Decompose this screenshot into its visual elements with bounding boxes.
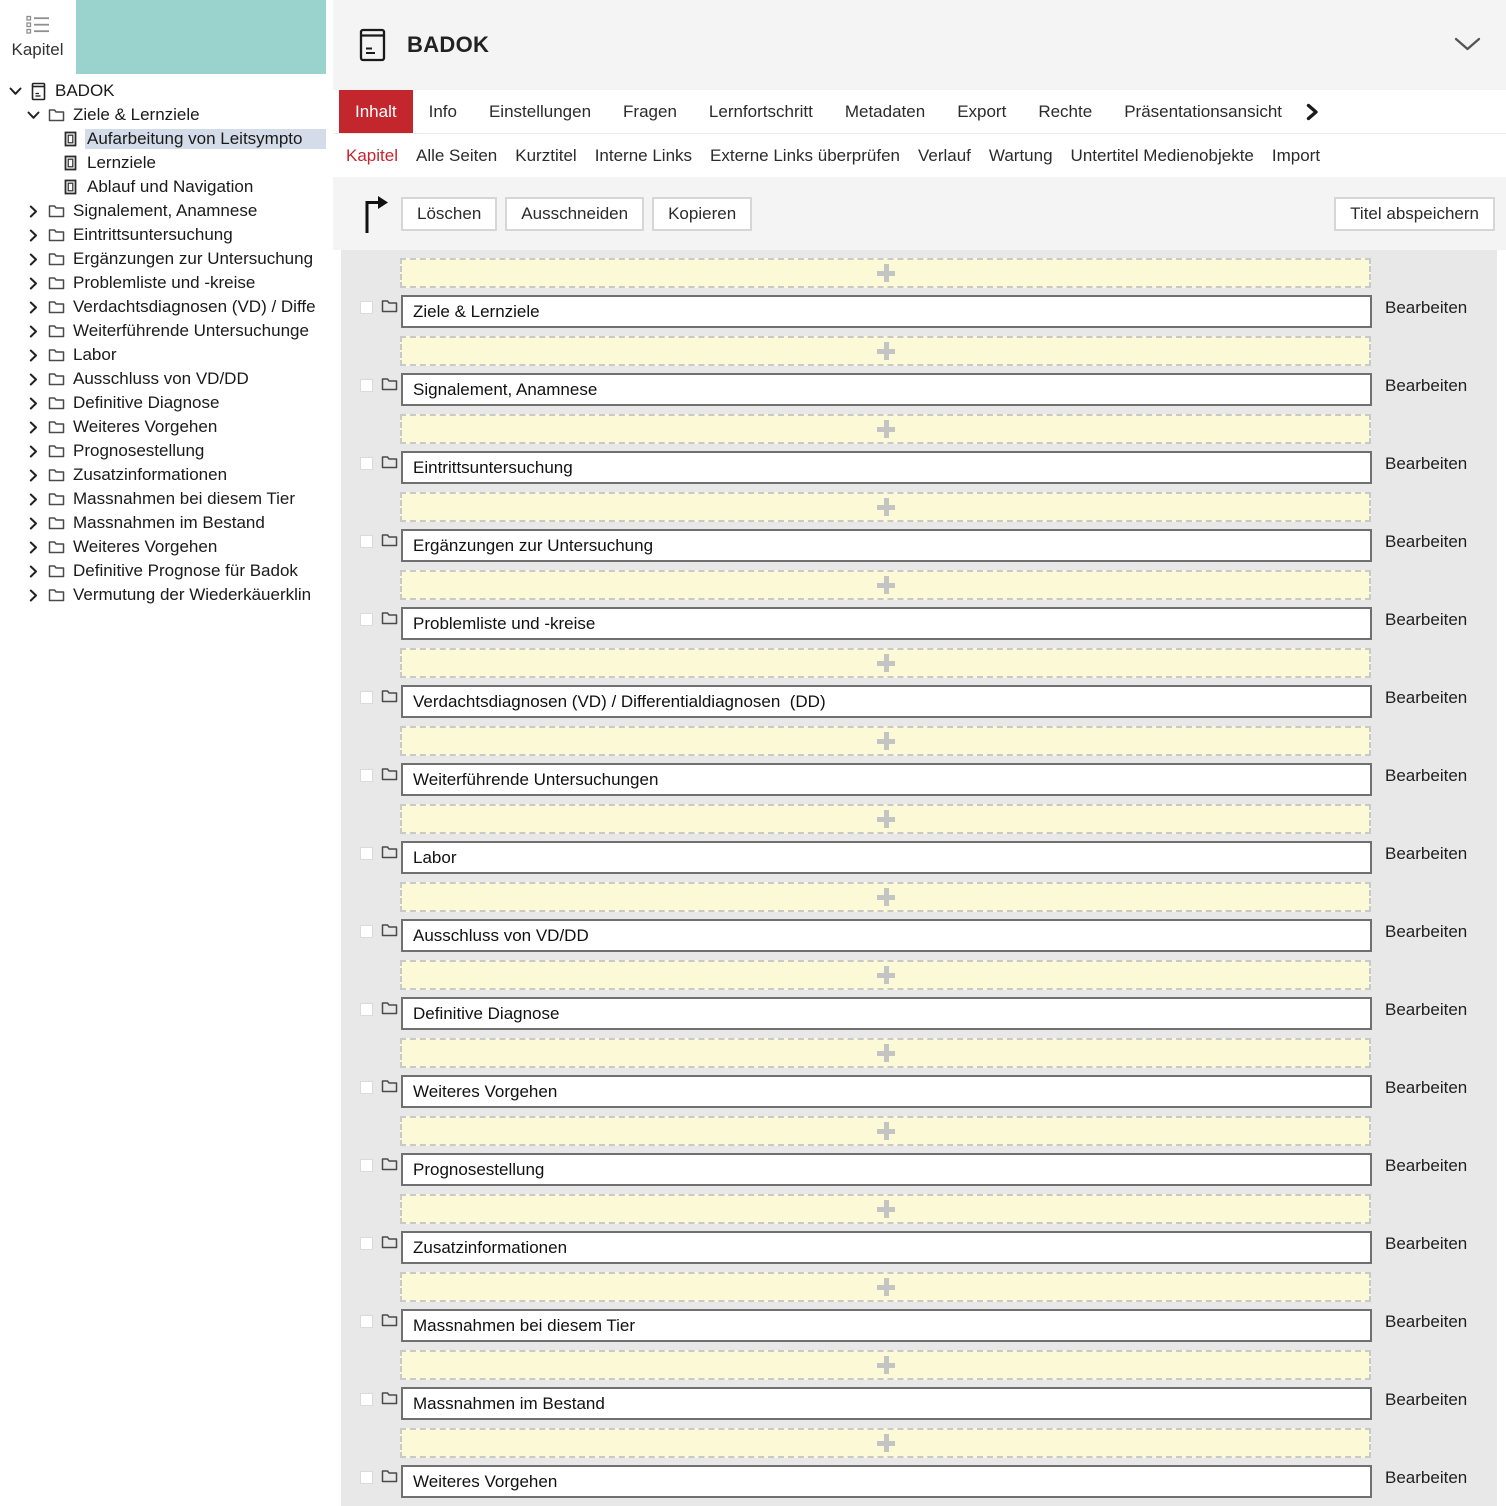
- cut-button[interactable]: Ausschneiden: [505, 197, 644, 231]
- folder-icon: [381, 1235, 398, 1249]
- folder-icon: [48, 420, 65, 434]
- subtab-externe-links-überprüfen[interactable]: Externe Links überprüfen: [710, 145, 900, 165]
- chapter-title-input[interactable]: [401, 841, 1372, 874]
- folder-icon: [48, 492, 65, 506]
- tree-item-label: Vermutung der Wiederkäuerklin: [73, 585, 312, 604]
- tab-metadaten[interactable]: Metadaten: [844, 101, 926, 121]
- tab-info[interactable]: Info: [428, 101, 457, 121]
- book-icon: [30, 82, 47, 101]
- chapter-title-input[interactable]: [401, 1231, 1372, 1264]
- folder-icon: [48, 324, 65, 338]
- chevron-right-icon[interactable]: [26, 349, 40, 362]
- folder-icon: [48, 276, 65, 290]
- chevron-right-icon[interactable]: [26, 325, 40, 338]
- chapter-title-input[interactable]: [401, 997, 1372, 1030]
- tab-fragen[interactable]: Fragen: [623, 101, 677, 121]
- tree-item-lernziele[interactable]: [0, 151, 326, 175]
- tab-präsentationsansicht[interactable]: Präsentationsansicht: [1124, 101, 1283, 121]
- plus-icon: [877, 1278, 895, 1296]
- tree-item-label: Massnahmen bei diesem Tier: [73, 489, 296, 508]
- chapter-title-input[interactable]: [401, 763, 1372, 796]
- page-title: BADOK: [407, 32, 490, 57]
- row-checkbox[interactable]: [360, 379, 373, 392]
- folder-icon: [381, 1001, 398, 1015]
- chevron-right-icon[interactable]: [26, 253, 40, 266]
- insert-chapter-bar[interactable]: [400, 570, 1371, 600]
- chevron-right-icon[interactable]: [26, 445, 40, 458]
- chapter-title-input[interactable]: [401, 373, 1372, 406]
- row-checkbox[interactable]: [360, 1003, 373, 1016]
- plus-icon: [877, 264, 895, 282]
- tree-item-label: BADOK: [55, 81, 115, 100]
- tree-item-labor[interactable]: [0, 343, 326, 367]
- tree-item-label: Verdachtsdiagnosen (VD) / Diffe: [73, 297, 316, 316]
- folder-icon: [381, 455, 398, 469]
- folder-icon: [381, 611, 398, 625]
- insert-chapter-bar[interactable]: [400, 726, 1371, 756]
- edit-link[interactable]: Bearbeiten: [1385, 1390, 1468, 1409]
- sidebar-tab-label: Kapitel: [11, 39, 64, 59]
- edit-link[interactable]: Bearbeiten: [1385, 1156, 1468, 1175]
- tabbar: [333, 90, 1506, 134]
- plus-icon: [877, 1200, 895, 1218]
- insert-chapter-bar[interactable]: [400, 1194, 1371, 1224]
- edit-link[interactable]: Bearbeiten: [1385, 844, 1468, 863]
- chevron-right-icon[interactable]: [26, 301, 40, 314]
- chevron-right-icon[interactable]: [26, 397, 40, 410]
- tab-lernfortschritt[interactable]: Lernfortschritt: [708, 101, 813, 121]
- edit-link[interactable]: Bearbeiten: [1385, 1078, 1468, 1097]
- chevron-down-icon[interactable]: [26, 111, 40, 120]
- tabs-overflow-chevron-icon[interactable]: [1306, 90, 1319, 133]
- subtab-wartung[interactable]: Wartung: [988, 145, 1053, 165]
- insert-chapter-bar[interactable]: [400, 960, 1371, 990]
- folder-icon: [381, 1313, 398, 1327]
- folder-icon: [48, 588, 65, 602]
- page-icon: [62, 179, 79, 195]
- row-checkbox[interactable]: [360, 847, 373, 860]
- chapter-title-input[interactable]: [401, 1465, 1372, 1498]
- move-arrow-icon: [360, 193, 389, 234]
- plus-icon: [877, 1122, 895, 1140]
- edit-link[interactable]: Bearbeiten: [1385, 1234, 1468, 1253]
- tree-item-ziele-lernziele[interactable]: [0, 103, 326, 127]
- edit-link[interactable]: Bearbeiten: [1385, 1468, 1468, 1487]
- chapter-row: [341, 1465, 1497, 1498]
- tree-item-label: Ausschluss von VD/DD: [73, 369, 249, 388]
- chapter-title-input[interactable]: [401, 529, 1372, 562]
- folder-icon: [381, 923, 398, 937]
- edit-link[interactable]: Bearbeiten: [1385, 1312, 1468, 1331]
- folder-icon: [381, 1469, 398, 1483]
- tree-item-zusatzinformationen[interactable]: [0, 463, 326, 487]
- tree-item-label: Prognosestellung: [73, 441, 205, 460]
- subtab-interne-links[interactable]: Interne Links: [594, 145, 693, 165]
- tree-item-signalement-anamnese[interactable]: [0, 199, 326, 223]
- folder-icon: [381, 1079, 398, 1093]
- tab-rechte[interactable]: Rechte: [1038, 101, 1093, 121]
- chevron-right-icon[interactable]: [26, 517, 40, 530]
- edit-link[interactable]: Bearbeiten: [1385, 376, 1468, 395]
- insert-chapter-bar[interactable]: [400, 1038, 1371, 1068]
- chevron-down-icon[interactable]: [8, 87, 22, 96]
- folder-icon: [48, 396, 65, 410]
- tree-item-label: Weiteres Vorgehen: [73, 537, 218, 556]
- folder-icon: [48, 372, 65, 386]
- chapter-row: [341, 919, 1497, 952]
- chapter-title-input[interactable]: [401, 1153, 1372, 1186]
- plus-icon: [877, 342, 895, 360]
- tree-item-vermutung-der-wiederkäuerklin[interactable]: [0, 583, 326, 607]
- edit-link[interactable]: Bearbeiten: [1385, 298, 1468, 317]
- tree-item-label: Aufarbeitung von Leitsympto: [85, 129, 326, 149]
- edit-link[interactable]: Bearbeiten: [1385, 610, 1468, 629]
- chapter-row: [341, 295, 1497, 328]
- insert-chapter-bar[interactable]: [400, 1350, 1371, 1380]
- chapter-title-input[interactable]: [401, 685, 1372, 718]
- chapter-title-input[interactable]: [401, 1387, 1372, 1420]
- insert-chapter-bar[interactable]: [400, 648, 1371, 678]
- delete-button[interactable]: Löschen: [401, 197, 497, 231]
- row-checkbox[interactable]: [360, 1471, 373, 1484]
- tree-item-massnahmen-bei-diesem-tier[interactable]: [0, 487, 326, 511]
- tree-item-label: Lernziele: [87, 153, 156, 172]
- tree-item-prognosestellung[interactable]: [0, 439, 326, 463]
- plus-icon: [877, 654, 895, 672]
- row-checkbox[interactable]: [360, 769, 373, 782]
- chapter-row: [341, 451, 1497, 484]
- tree-item-definitive-diagnose[interactable]: [0, 391, 326, 415]
- chapter-title-input[interactable]: [401, 295, 1372, 328]
- tree-item-aufarbeitung-von-leitsympto[interactable]: [0, 127, 326, 151]
- chevron-right-icon[interactable]: [26, 205, 40, 218]
- chapter-tree: [0, 74, 326, 607]
- tree-item-label: Weiterführende Untersuchunge: [73, 321, 309, 340]
- tree-item-label: Labor: [73, 345, 117, 364]
- chapter-row: [341, 1231, 1497, 1264]
- row-checkbox[interactable]: [360, 535, 373, 548]
- list-icon: [26, 15, 50, 35]
- folder-icon: [48, 348, 65, 362]
- tree-item-label: Definitive Prognose für Badok: [73, 561, 298, 580]
- sidebar-teal-block: [76, 0, 326, 74]
- tree-item-definitive-prognose-für-badok[interactable]: [0, 559, 326, 583]
- plus-icon: [877, 420, 895, 438]
- tree-item-weiteres-vorgehen[interactable]: [0, 535, 326, 559]
- tab-inhalt[interactable]: Inhalt: [339, 90, 413, 133]
- folder-icon: [48, 564, 65, 578]
- chevron-right-icon[interactable]: [26, 421, 40, 434]
- save-titles-button[interactable]: Titel abspeichern: [1334, 197, 1495, 231]
- page-icon: [62, 155, 79, 171]
- tree-item-label: Eintrittsuntersuchung: [73, 225, 233, 244]
- edit-link[interactable]: Bearbeiten: [1385, 454, 1468, 473]
- row-checkbox[interactable]: [360, 925, 373, 938]
- chapter-title-input[interactable]: [401, 919, 1372, 952]
- plus-icon: [877, 498, 895, 516]
- tree-item-label: Massnahmen im Bestand: [73, 513, 265, 532]
- tree-item-weiteres-vorgehen[interactable]: [0, 415, 326, 439]
- page-icon: [62, 131, 79, 147]
- plus-icon: [877, 1356, 895, 1374]
- folder-icon: [48, 540, 65, 554]
- tree-item-massnahmen-im-bestand[interactable]: [0, 511, 326, 535]
- subtab-kurztitel[interactable]: Kurztitel: [515, 145, 577, 165]
- edit-link[interactable]: Bearbeiten: [1385, 1000, 1468, 1019]
- insert-chapter-bar[interactable]: [400, 492, 1371, 522]
- insert-chapter-bar[interactable]: [400, 1428, 1371, 1458]
- row-checkbox[interactable]: [360, 1393, 373, 1406]
- folder-icon: [381, 689, 398, 703]
- sidebar-header: [0, 0, 326, 74]
- subtab-untertitel-medienobjekte[interactable]: Untertitel Medienobjekte: [1070, 145, 1254, 165]
- folder-icon: [48, 204, 65, 218]
- chapter-row: [341, 841, 1497, 874]
- folder-icon: [48, 516, 65, 530]
- plus-icon: [877, 810, 895, 828]
- folder-icon: [48, 444, 65, 458]
- tree-item-label: Ergänzungen zur Untersuchung: [73, 249, 314, 268]
- insert-chapter-bar[interactable]: [400, 882, 1371, 912]
- insert-chapter-bar[interactable]: [400, 258, 1371, 288]
- folder-icon: [381, 377, 398, 391]
- chapter-title-input[interactable]: [401, 607, 1372, 640]
- plus-icon: [877, 888, 895, 906]
- tree-item-label: Problemliste und -kreise: [73, 273, 256, 292]
- insert-chapter-bar[interactable]: [400, 336, 1371, 366]
- chapter-row: [341, 1153, 1497, 1186]
- main-panel: [333, 0, 1506, 1506]
- edit-link[interactable]: Bearbeiten: [1385, 766, 1468, 785]
- folder-icon: [48, 252, 65, 266]
- subtab-verlauf[interactable]: Verlauf: [917, 145, 971, 165]
- chevron-right-icon[interactable]: [26, 229, 40, 242]
- tree-item-badok[interactable]: [0, 79, 326, 103]
- tree-item-ergänzungen-zur-untersuchung[interactable]: [0, 247, 326, 271]
- edit-link[interactable]: Bearbeiten: [1385, 688, 1468, 707]
- edit-link[interactable]: Bearbeiten: [1385, 532, 1468, 551]
- chapter-row: [341, 529, 1497, 562]
- tree-item-label: Weiteres Vorgehen: [73, 417, 218, 436]
- tree-item-label: Zusatzinformationen: [73, 465, 228, 484]
- tree-item-label: Ablauf und Navigation: [87, 177, 254, 196]
- folder-icon: [48, 300, 65, 314]
- main-header: [333, 0, 1506, 90]
- tree-item-ablauf-und-navigation[interactable]: [0, 175, 326, 199]
- folder-icon: [381, 1391, 398, 1405]
- chapter-row: [341, 685, 1497, 718]
- folder-icon: [48, 108, 65, 122]
- edit-link[interactable]: Bearbeiten: [1385, 922, 1468, 941]
- tab-export[interactable]: Export: [957, 101, 1007, 121]
- tree-item-ausschluss-von-vd-dd[interactable]: [0, 367, 326, 391]
- sidebar-tab-kapitel[interactable]: [0, 0, 75, 74]
- row-checkbox[interactable]: [360, 613, 373, 626]
- folder-icon: [381, 845, 398, 859]
- tree-item-label: Ziele & Lernziele: [73, 105, 200, 124]
- insert-chapter-bar[interactable]: [400, 414, 1371, 444]
- sidebar: [0, 0, 326, 1506]
- tree-item-problemliste-und-kreise[interactable]: [0, 271, 326, 295]
- chevron-right-icon[interactable]: [26, 589, 40, 602]
- chevron-down-icon[interactable]: [1454, 37, 1481, 52]
- tab-einstellungen[interactable]: Einstellungen: [488, 101, 592, 121]
- chevron-right-icon[interactable]: [26, 493, 40, 506]
- chapter-title-input[interactable]: [401, 451, 1372, 484]
- folder-icon: [48, 228, 65, 242]
- row-checkbox[interactable]: [360, 1315, 373, 1328]
- tree-item-weiterführende-untersuchunge[interactable]: [0, 319, 326, 343]
- chevron-right-icon[interactable]: [26, 277, 40, 290]
- chapter-row: [341, 373, 1497, 406]
- chapter-title-input[interactable]: [401, 1075, 1372, 1108]
- chapter-row: [341, 1387, 1497, 1420]
- insert-chapter-bar[interactable]: [400, 1272, 1371, 1302]
- row-checkbox[interactable]: [360, 1159, 373, 1172]
- copy-button[interactable]: Kopieren: [652, 197, 752, 231]
- row-checkbox[interactable]: [360, 301, 373, 314]
- tree-item-label: Signalement, Anamnese: [73, 201, 258, 220]
- toolbar: [333, 177, 1506, 250]
- tree-item-eintrittsuntersuchung[interactable]: [0, 223, 326, 247]
- plus-icon: [877, 576, 895, 594]
- chevron-right-icon[interactable]: [26, 469, 40, 482]
- book-icon: [358, 27, 388, 63]
- subtab-kapitel[interactable]: Kapitel: [346, 145, 398, 165]
- folder-icon: [381, 299, 398, 313]
- chapter-row: [341, 1309, 1497, 1342]
- folder-icon: [381, 1157, 398, 1171]
- tree-item-label: Definitive Diagnose: [73, 393, 220, 412]
- row-checkbox[interactable]: [360, 1237, 373, 1250]
- plus-icon: [877, 732, 895, 750]
- chevron-right-icon[interactable]: [26, 565, 40, 578]
- chapter-row: [341, 1075, 1497, 1108]
- chapter-row: [341, 997, 1497, 1030]
- chapter-row: [341, 763, 1497, 796]
- insert-chapter-bar[interactable]: [400, 804, 1371, 834]
- row-checkbox[interactable]: [360, 1081, 373, 1094]
- insert-chapter-bar[interactable]: [400, 1116, 1371, 1146]
- plus-icon: [877, 966, 895, 984]
- chevron-right-icon[interactable]: [26, 373, 40, 386]
- folder-icon: [48, 468, 65, 482]
- chevron-right-icon[interactable]: [26, 541, 40, 554]
- plus-icon: [877, 1434, 895, 1452]
- folder-icon: [381, 767, 398, 781]
- plus-icon: [877, 1044, 895, 1062]
- chapter-list: [341, 250, 1497, 1506]
- subtab-alle-seiten[interactable]: Alle Seiten: [415, 145, 498, 165]
- row-checkbox[interactable]: [360, 457, 373, 470]
- content-area: [333, 250, 1506, 1506]
- tree-item-verdachtsdiagnosen-vd-diffe[interactable]: [0, 295, 326, 319]
- subtab-import[interactable]: Import: [1271, 145, 1321, 165]
- folder-icon: [381, 533, 398, 547]
- row-checkbox[interactable]: [360, 691, 373, 704]
- subtabbar: [333, 134, 1506, 177]
- chapter-row: [341, 607, 1497, 640]
- chapter-title-input[interactable]: [401, 1309, 1372, 1342]
